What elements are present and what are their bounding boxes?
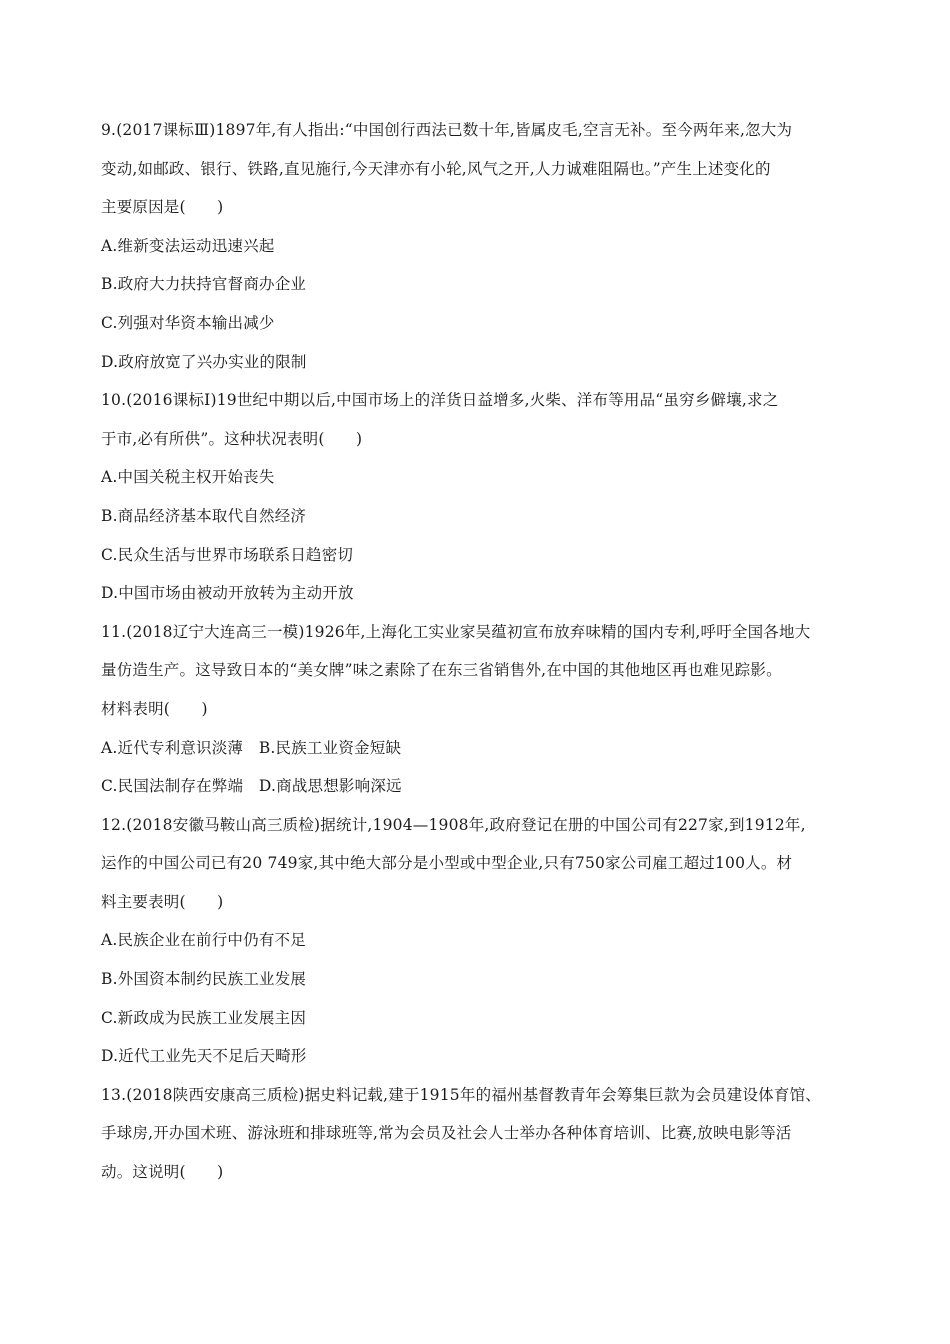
question-stem	[101, 1085, 861, 1182]
question-12	[101, 815, 861, 1067]
stem-line: 料主要表明( )	[101, 892, 224, 911]
option-c: C.新政成为民族工业发展主因	[101, 1008, 307, 1027]
option-a-b: A.近代专利意识淡薄 B.民族工业资金短缺	[101, 738, 402, 757]
option-c-d: C.民国法制存在弊端 D.商战思想影响深远	[101, 777, 402, 796]
option-c: C.列强对华资本输出减少	[101, 313, 275, 332]
document-page	[101, 120, 861, 1201]
question-9	[101, 120, 861, 372]
option-a: A.民族企业在前行中仍有不足	[101, 931, 306, 950]
stem-line: 变动,如邮政、银行、铁路,直见施行,今天津亦有小轮,风气之开,人力诚难阻隔也。”产生上述变化的	[101, 159, 771, 178]
stem-line: 动。这说明( )	[101, 1163, 224, 1182]
stem-line: 于市,必有所供”。这种状况表明( )	[101, 429, 363, 448]
option-d: D.政府放宽了兴办实业的限制	[101, 352, 307, 371]
option-a: A.维新变法运动迅速兴起	[101, 236, 275, 255]
stem-line: 12.(2018安徽马鞍山高三质检)据统计,1904—1908年,政府登记在册的中国公司有227家,到1912年,	[101, 815, 806, 834]
stem-line: 材料表明( )	[101, 699, 208, 718]
question-stem	[101, 390, 861, 449]
stem-line: 9.(2017课标Ⅲ)1897年,有人指出:“中国创行西法已数十年,皆属皮毛,空言无补。至今两年来,忽大为	[101, 121, 793, 139]
stem-line: 运作的中国公司已有20 749家,其中绝大部分是小型或中型企业,只有750家公司雇工超过100人。材	[101, 854, 793, 873]
question-stem	[101, 120, 861, 217]
option-b: B.外国资本制约民族工业发展	[101, 970, 307, 989]
stem-line: 13.(2018陕西安康高三质检)据史料记载,建于1915年的福州基督教青年会筹集巨款为会员建设体育馆、	[101, 1085, 821, 1104]
stem-line: 主要原因是( )	[101, 198, 224, 217]
option-d: D.中国市场由被动开放转为主动开放	[101, 584, 354, 603]
stem-line: 手球房,开办国术班、游泳班和排球班等,常为会员及社会人士举办各种体育培训、比赛,放映电影等活	[101, 1124, 792, 1143]
question-10	[101, 390, 861, 603]
stem-line: 11.(2018辽宁大连高三一模)1926年,上海化工实业家吴蕴初宣布放弃味精的国内专利,呼吁全国各地大	[101, 622, 811, 641]
option-b: B.商品经济基本取代自然经济	[101, 506, 307, 525]
option-c: C.民众生活与世界市场联系日趋密切	[101, 545, 354, 564]
stem-line: 10.(2016课标Ⅰ)19世纪中期以后,中国市场上的洋货日益增多,火柴、洋布等用品“虽穷乡僻壤,求之	[101, 391, 779, 410]
stem-line: 量仿造生产。这导致日本的“美女牌”味之素除了在东三省销售外,在中国的其他地区再也难见踪影。	[101, 661, 782, 680]
option-b: B.政府大力扶持官督商办企业	[101, 275, 307, 294]
question-stem	[101, 622, 861, 719]
question-11	[101, 622, 861, 796]
option-a: A.中国关税主权开始丧失	[101, 468, 275, 487]
question-13	[101, 1085, 861, 1182]
option-d: D.近代工业先天不足后天畸形	[101, 1047, 307, 1066]
question-stem	[101, 815, 861, 912]
